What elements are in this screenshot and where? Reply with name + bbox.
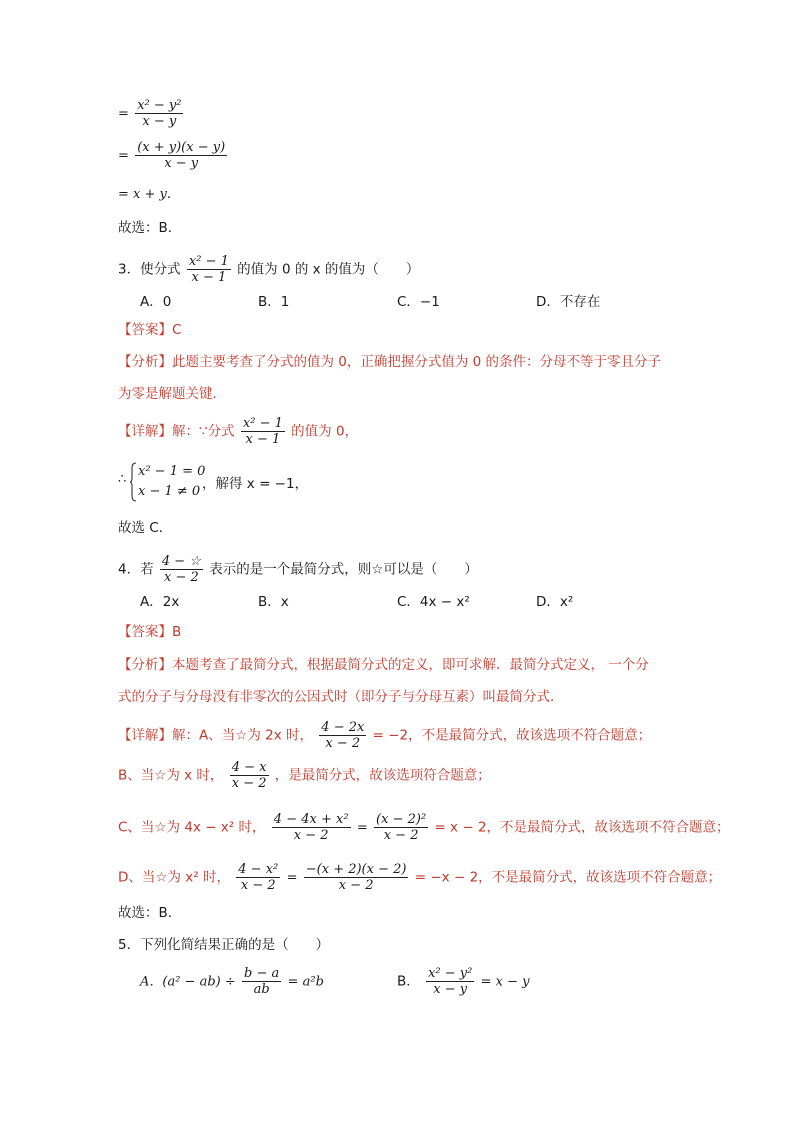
- q4-detail-d: D、当☆为 x² 时， $\frac{\text{4 − x²}}{x - 2}$ = $\frac{-(x + 2)(x - 2)}{x - 2}$ = −x − 2，不是最简分式，故该选项不符合题意；: [118, 862, 722, 893]
- system-result: ，解得 x = −1，: [202, 476, 309, 492]
- q4-choice: 故选：B．: [118, 905, 182, 921]
- derivation-step-2: = $\frac{(x + y)(x - y)}{x - y}$: [118, 140, 226, 171]
- q3-analysis-line-2: 为零是解题关键．: [118, 386, 226, 402]
- q3-option-a: A．0: [140, 294, 172, 310]
- question-3-stem: 3．使分式 $\frac{\text{x² − 1}}{x - 1}$ 的值为 0 的 x 的值为（ ）: [118, 254, 420, 285]
- q4-detail-b: B、当☆为 x 时， $\frac{4 - x}{x - 2}$ ，是最简分式，故该选项符合题意；: [118, 760, 491, 791]
- q4-option-c: C．4x − x²: [397, 594, 470, 610]
- q3-option-b: B．1: [258, 294, 290, 310]
- q3-choice: 故选 C．: [118, 520, 173, 536]
- system-equation-2: x − 1 ≠ 0: [138, 484, 201, 499]
- fraction: $\frac{\text{x² − y²}}{x - y}$: [137, 98, 182, 129]
- q4-analysis-line-2: 式的分子与分母没有非零次的公因式时（即分子与分母互素）叫最简分式．: [118, 689, 564, 705]
- fraction: $\frac{\text{4 − x²}}{x - 2}$: [238, 862, 279, 893]
- system-equation-1: x² − 1 = 0: [138, 464, 206, 479]
- q4-analysis-line-1: 【分析】本题考查了最简分式，根据最简分式的定义，即可求解．最简分式定义， 一个分: [118, 657, 649, 673]
- fraction: $\frac{(x + y)(x - y)}{x - y}$: [137, 140, 226, 171]
- q4-option-b: B．x: [258, 594, 289, 610]
- fraction: $\frac{4 - ☆}{x - 2}$: [161, 554, 201, 585]
- brace-icon: [130, 462, 136, 502]
- question-5-stem: 5．下列化简结果正确的是（ ）: [118, 937, 330, 953]
- derivation-step-1: = $\frac{\text{x² − y²}}{x - y}$: [118, 98, 182, 129]
- question-4-stem: 4．若 $\frac{4 - ☆}{x - 2}$ 表示的是一个最简分式，则☆可以是（ ）: [118, 554, 478, 585]
- fraction: $\frac{\text{x² − 1}}{x - 1}$: [242, 416, 283, 447]
- fraction: $\frac{\text{4 − 4x + x²}}{x - 2}$: [273, 812, 349, 843]
- fraction: $\frac{b - a}{ab}$: [244, 966, 280, 997]
- fraction: $\frac{4 - x}{x - 2}$: [231, 760, 267, 791]
- fraction: $\frac{4 - 2x}{x - 2}$: [321, 720, 365, 751]
- q3-answer: 【答案】C: [118, 322, 182, 338]
- q5-option-b: B． $\frac{\text{x² − y²}}{x - y}$ = x − y: [397, 966, 530, 997]
- choice-line: 故选：B．: [118, 220, 182, 236]
- q3-detail: 【详解】解：∵分式 $\frac{\text{x² − 1}}{x - 1}$ 的值为 0，: [118, 416, 359, 447]
- q4-detail-a: 【详解】解：A、当☆为 2x 时， $\frac{4 - 2x}{x - 2}$ = −2，不是最简分式，故该选项不符合题意；: [118, 720, 652, 751]
- q3-option-d: D．不存在: [536, 294, 601, 310]
- q4-answer: 【答案】B: [118, 624, 182, 640]
- q3-option-c: C．−1: [397, 294, 440, 310]
- q4-option-d: D．x²: [536, 594, 574, 610]
- q4-option-a: A．2x: [140, 594, 180, 610]
- fraction: $\frac{-(x + 2)(x - 2)}{x - 2}$: [305, 862, 407, 893]
- fraction: $\frac{\text{x² − y²}}{x - y}$: [428, 966, 473, 997]
- fraction: $\frac{\text{x² − 1}}{x - 1}$: [188, 254, 229, 285]
- q5-option-a: A．(a² − ab) ÷ $\frac{b - a}{ab}$ = a²b: [140, 966, 324, 997]
- q3-analysis-line-1: 【分析】此题主要考查了分式的值为 0，正确把握分式值为 0 的条件：分母不等于零且分子: [118, 354, 662, 370]
- fraction: $\frac{\text{(x − 2)²}}{x - 2}$: [376, 812, 427, 843]
- q4-detail-c: C、当☆为 4x − x² 时， $\frac{\text{4 − 4x + x²}}{x - 2}$ = $\frac{\text{(x − 2)²}}{x - 2}$ = x − 2，不是最简分式，故该选项不符合题意；: [118, 812, 730, 843]
- derivation-step-3: = x + y．: [118, 186, 181, 202]
